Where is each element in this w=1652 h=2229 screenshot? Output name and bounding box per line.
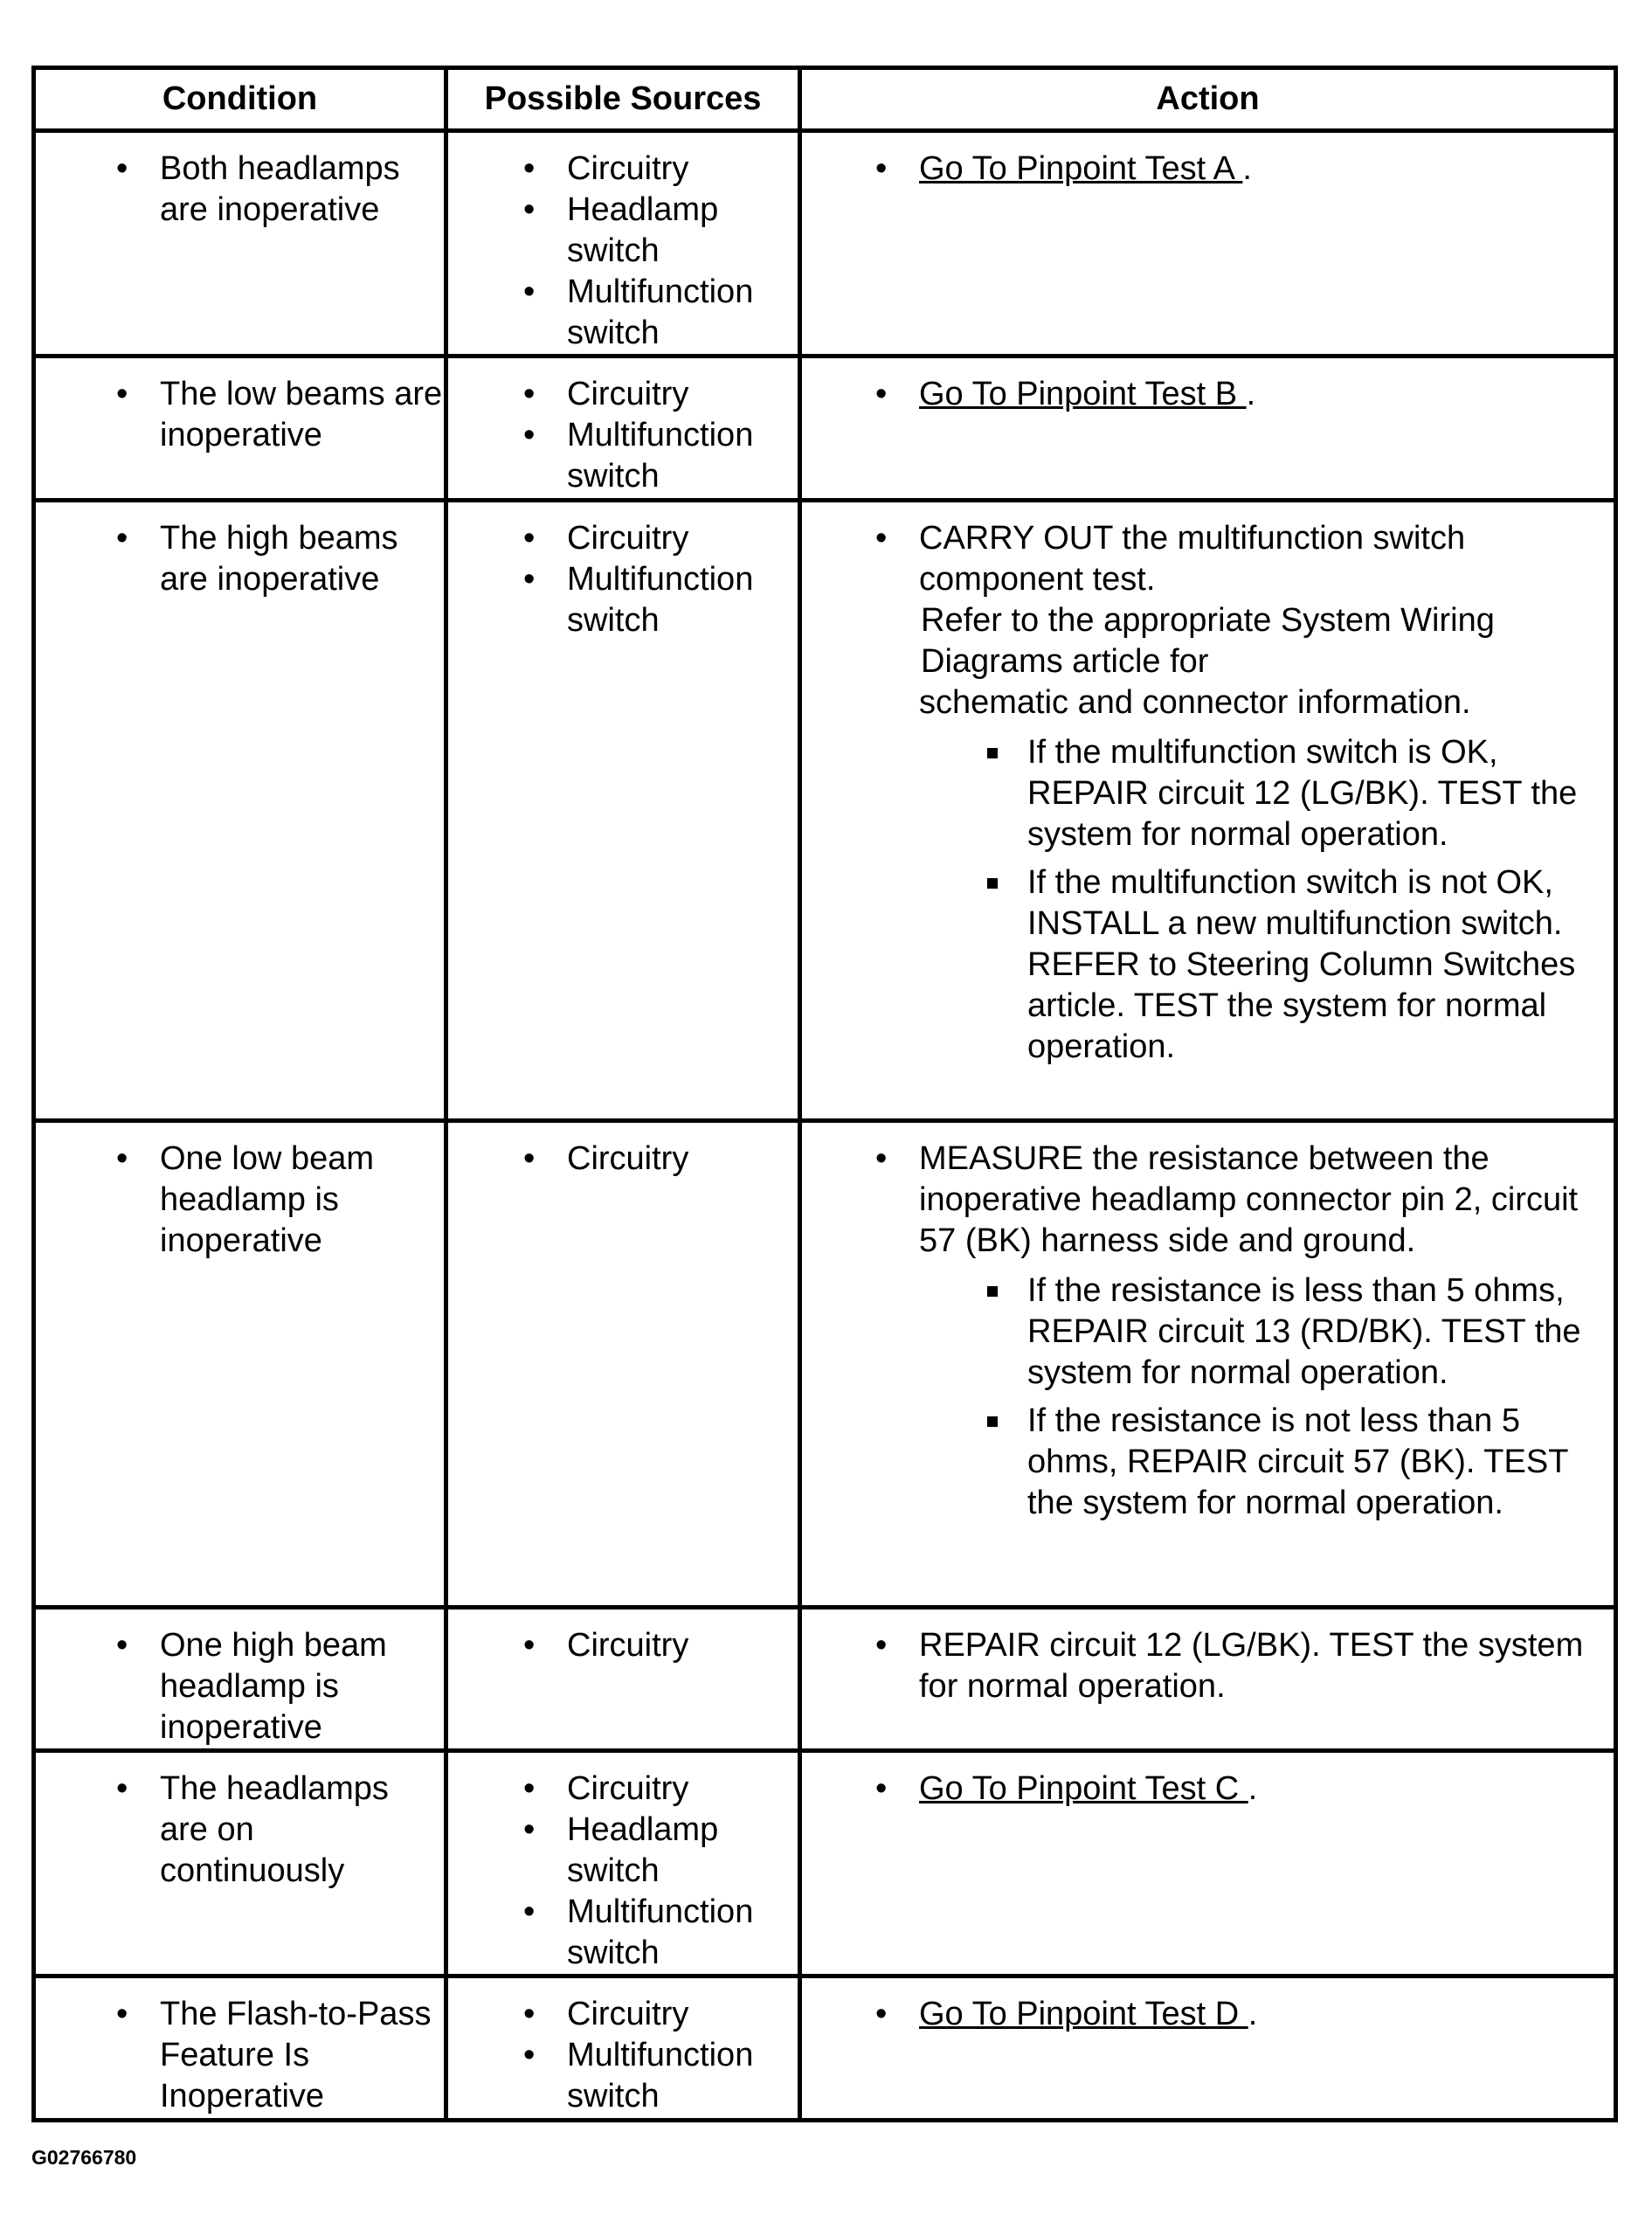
header-action: Action (800, 68, 1616, 131)
sources-cell (446, 131, 800, 357)
condition-cell (34, 131, 446, 357)
condition-cell (34, 1121, 446, 1608)
action-text: • MEASURE the resistance between the inoperative headlamp connector pin 2, circuit 57 (BK) harness side and ground. (919, 1140, 1579, 1259)
refer-text-2: schematic and connector information. (919, 684, 1471, 721)
action-suffix: . (1246, 376, 1256, 412)
sources-cell (446, 1121, 800, 1608)
sub-action-item: If the resistance is less than 5 ohms, REPAIR circuit 13 (RD/BK). TEST the system for normal operation. (1027, 1270, 1596, 1394)
condition-cell (34, 501, 446, 1121)
pinpoint-test-a-link[interactable]: Go To Pinpoint Test A (919, 150, 1243, 187)
table-row (34, 1976, 1616, 2121)
source-item: • Circuitry (567, 518, 798, 559)
action-item (919, 149, 1596, 190)
condition-cell (34, 1751, 446, 1976)
pinpoint-test-b-link[interactable]: Go To Pinpoint Test B (919, 376, 1247, 412)
source-item: • Multifunction switch (567, 272, 798, 354)
source-item: • Multifunction switch (567, 559, 798, 641)
sources-cell (446, 1976, 800, 2121)
pinpoint-test-d-link[interactable]: Go To Pinpoint Test D (919, 1996, 1248, 2032)
source-item: • Multifunction switch (567, 2035, 798, 2117)
pinpoint-test-c-link[interactable]: Go To Pinpoint Test C (919, 1770, 1248, 1807)
action-suffix: . (1248, 1770, 1258, 1807)
refer-text: Refer to the appropriate System Wiring Diagrams article for (921, 602, 1495, 680)
condition-text: • One low beam headlamp is inoperative (160, 1139, 444, 1262)
source-item: • Circuitry (567, 1139, 798, 1180)
action-item (919, 374, 1596, 415)
condition-cell (34, 357, 446, 501)
header-row (34, 68, 1616, 131)
condition-text: • The headlamps are on continuously (160, 1769, 444, 1892)
header-possible-sources: Possible Sources (446, 68, 800, 131)
action-suffix: . (1242, 150, 1252, 187)
condition-text: • Both headlamps are inoperative (160, 149, 444, 231)
action-item: • REPAIR circuit 12 (LG/BK). TEST the system for normal operation. (919, 1625, 1596, 1707)
source-item: • Circuitry (567, 374, 798, 415)
table-row (34, 131, 1616, 357)
condition-cell (34, 1976, 446, 2121)
source-item: • Multifunction switch (567, 1892, 798, 1974)
sources-cell (446, 1751, 800, 1976)
sub-action-item: If the multifunction switch is not OK, INSTALL a new multifunction switch. REFER to Steering Column Switches article. TEST the system for normal operation. (1027, 862, 1596, 1068)
action-suffix: . (1248, 1996, 1258, 2032)
header-condition: Condition (34, 68, 446, 131)
action-cell (800, 1121, 1616, 1608)
source-item: • Circuitry (567, 149, 798, 190)
source-item: • Headlamp switch (567, 1810, 798, 1892)
table-row (34, 357, 1616, 501)
action-cell (800, 501, 1616, 1121)
action-cell (800, 1976, 1616, 2121)
sub-action-item: If the resistance is not less than 5 ohms, REPAIR circuit 57 (BK). TEST the system for normal operation. (1027, 1401, 1596, 1524)
action-item (919, 1994, 1596, 2035)
condition-text: • One high beam headlamp is inoperative (160, 1625, 444, 1748)
sources-cell (446, 1608, 800, 1751)
action-cell (800, 1751, 1616, 1976)
table-row (34, 1608, 1616, 1751)
action-cell (800, 357, 1616, 501)
figure-id: G02766780 (31, 2146, 137, 2169)
sources-cell (446, 357, 800, 501)
source-item: • Circuitry (567, 1994, 798, 2035)
source-item: • Multifunction switch (567, 415, 798, 497)
action-item (919, 518, 1596, 1068)
action-item (919, 1139, 1596, 1524)
condition-cell (34, 1608, 446, 1751)
sub-action-item: If the multifunction switch is OK, REPAIR circuit 12 (LG/BK). TEST the system for normal operation. (1027, 732, 1596, 855)
condition-text: • The high beams are inoperative (160, 518, 444, 600)
table-row (34, 1121, 1616, 1608)
condition-text: • The low beams are inoperative (160, 374, 444, 456)
action-cell (800, 1608, 1616, 1751)
source-item: • Circuitry (567, 1769, 798, 1810)
table-row (34, 501, 1616, 1121)
action-item (919, 1769, 1596, 1810)
source-item: • Headlamp switch (567, 190, 798, 272)
action-cell (800, 131, 1616, 357)
action-text: • CARRY OUT the multifunction switch component test. (919, 520, 1466, 598)
diagnosis-table (31, 66, 1618, 2122)
sources-cell (446, 501, 800, 1121)
table-row (34, 1751, 1616, 1976)
condition-text: • The Flash-to-Pass Feature Is Inoperative (160, 1994, 444, 2117)
source-item: • Circuitry (567, 1625, 798, 1666)
